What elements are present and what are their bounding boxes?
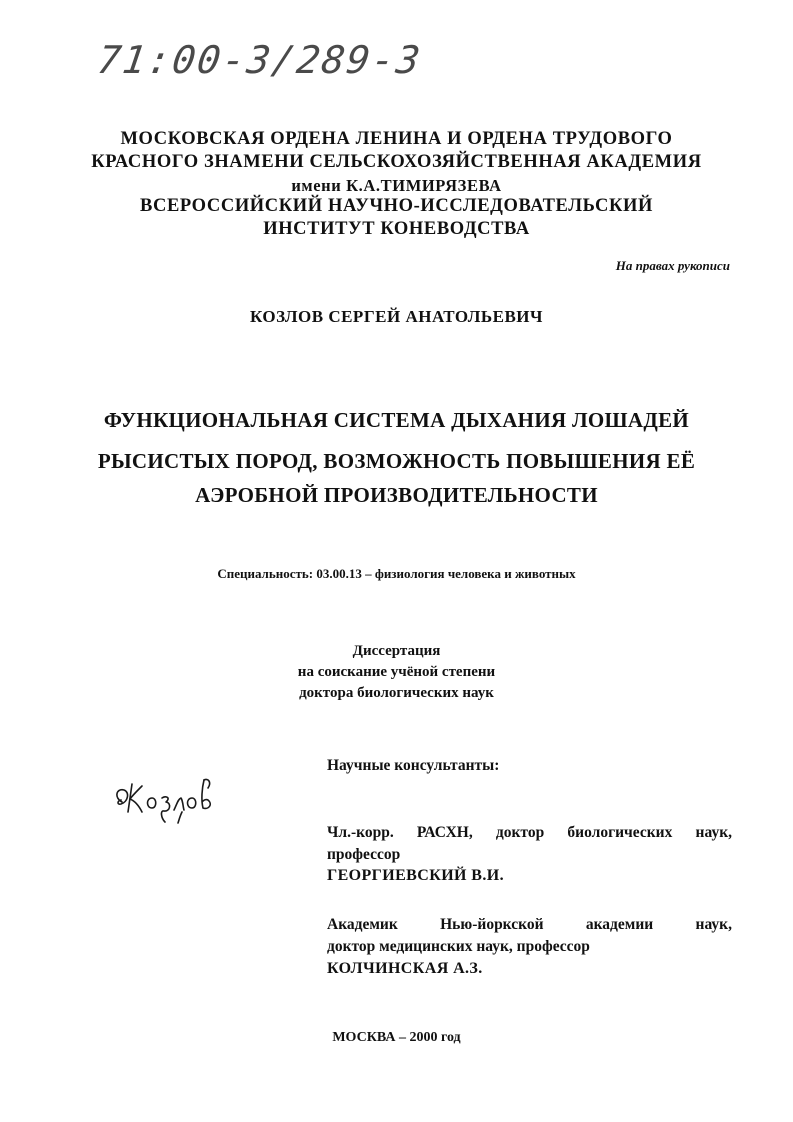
institution-line-3: имени К.А.ТИМИРЯЗЕВА — [291, 176, 502, 195]
catalog-number: 71:00-3/289-3 — [94, 38, 425, 82]
title-line-2: РЫСИСТЫХ ПОРОД, ВОЗМОЖНОСТЬ ПОВЫШЕНИЯ ЕЁ — [97, 449, 696, 473]
specialty: Специальность: 03.00.13 – физиология человека и животных — [217, 566, 576, 581]
signature — [108, 768, 258, 824]
institution-line-1: МОСКОВСКАЯ ОРДЕНА ЛЕНИНА И ОРДЕНА ТРУДОВОГО — [120, 129, 673, 149]
title-line-1: ФУНКЦИОНАЛЬНАЯ СИСТЕМА ДЫХАНИЯ ЛОШАДЕЙ — [103, 408, 690, 432]
rights-note: На правах рукописи — [615, 258, 730, 273]
consultant-1-name: ГЕОРГИЕВСКИЙ В.И. — [327, 867, 505, 884]
consultant-1-position: профессор — [327, 846, 401, 863]
consultant-2-name: КОЛЧИНСКАЯ А.З. — [327, 960, 483, 977]
institution-line-2: КРАСНОГО ЗНАМЕНИ СЕЛЬСКОХОЗЯЙСТВЕННАЯ АКАДЕМИЯ — [91, 152, 702, 172]
consultant-2-title: Академик Нью-йоркской академии наук, — [327, 916, 732, 933]
institution-line-4: ВСЕРОССИЙСКИЙ НАУЧНО-ИССЛЕДОВАТЕЛЬСКИЙ — [140, 196, 653, 216]
consultant-1-title: Чл.-корр. РАСХН, доктор биологических наук, — [327, 824, 732, 841]
dissertation-line-2: на соискание учёной степени — [297, 664, 496, 680]
dissertation-line-1: Диссертация — [352, 643, 441, 659]
author-name: КОЗЛОВ СЕРГЕЙ АНАТОЛЬЕВИЧ — [249, 307, 544, 326]
institution-line-5: ИНСТИТУТ КОНЕВОДСТВА — [263, 219, 530, 239]
city-year: МОСКВА – 2000 год — [332, 1030, 461, 1045]
consultants-heading: Научные консультанты: — [327, 757, 500, 774]
dissertation-line-3: доктора биологических наук — [299, 685, 494, 701]
title-line-3: АЭРОБНОЙ ПРОИЗВОДИТЕЛЬНОСТИ — [195, 483, 598, 507]
consultant-2-position: доктор медицинских наук, профессор — [327, 938, 590, 955]
